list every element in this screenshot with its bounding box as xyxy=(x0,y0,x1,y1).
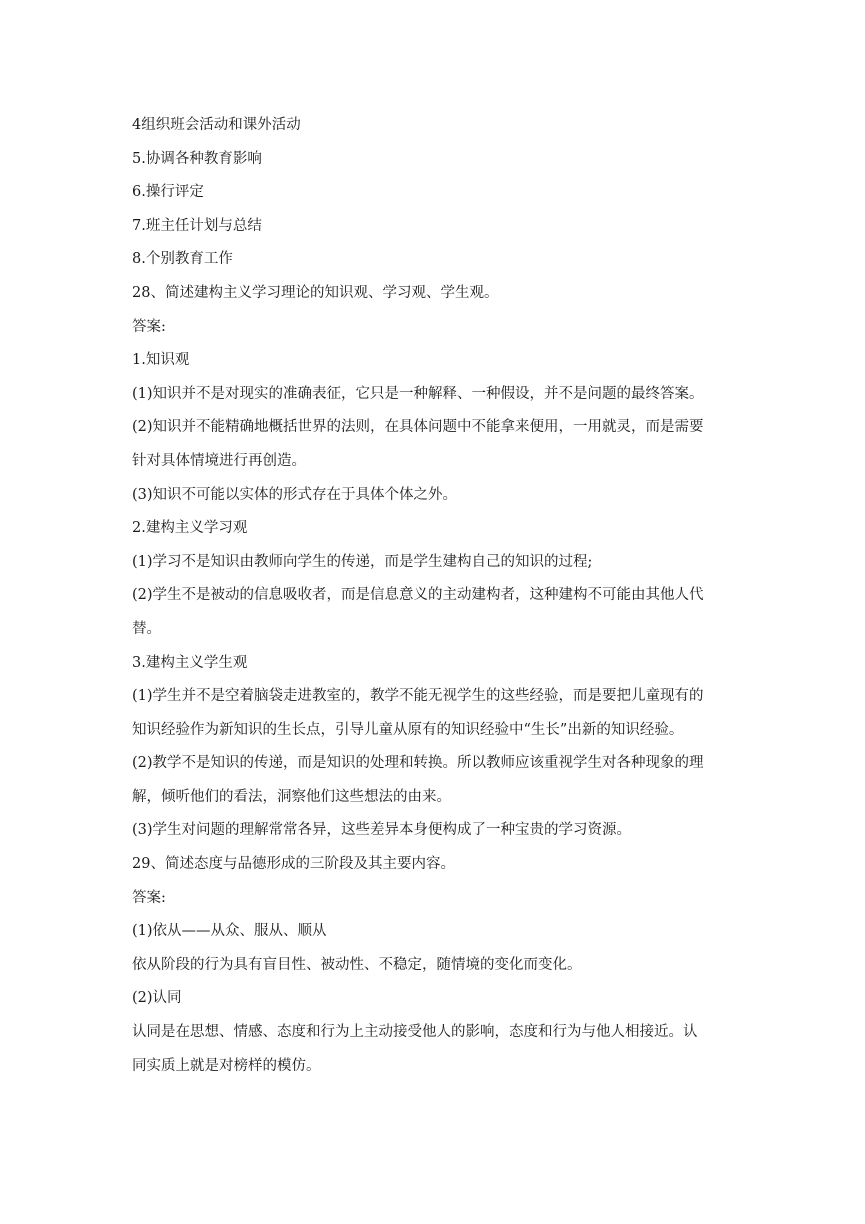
text-line: 8.个别教育工作 xyxy=(132,251,233,268)
text-line: 针对具体情境进行再创造。 xyxy=(132,452,306,469)
text-line: (2)知识并不能精确地概括世界的法则，在具体问题中不能拿来便用，一用就灵，而是需要 xyxy=(132,419,704,436)
text-line: (2)教学不是知识的传递，而是知识的处理和转换。所以教师应该重视学生对各种现象的理 xyxy=(132,755,704,772)
text-line: 7.班主任计划与总结 xyxy=(132,217,262,234)
document-body xyxy=(132,109,738,1083)
question-heading: 29、简述态度与品德形成的三阶段及其主要内容。 xyxy=(132,856,455,873)
text-line: (3)知识不可能以实体的形式存在于具体个体之外。 xyxy=(132,486,458,503)
text-line: 6.操行评定 xyxy=(132,184,204,201)
question-heading: 28、简述建构主义学习理论的知识观、学习观、学生观。 xyxy=(132,284,499,301)
text-line: (1)依从——从众、服从、顺从 xyxy=(132,923,327,940)
text-line: 依从阶段的行为具有盲目性、被动性、不稳定，随情境的变化而变化。 xyxy=(132,956,582,973)
section-heading: 3.建构主义学生观 xyxy=(132,654,248,671)
section-heading: 2.建构主义学习观 xyxy=(132,520,248,537)
answer-label: 答案: xyxy=(132,318,166,335)
text-line: 认同是在思想、情感、态度和行为上主动接受他人的影响，态度和行为与他人相接近。认 xyxy=(132,1024,698,1041)
answer-label: 答案: xyxy=(132,889,166,906)
text-line: (2)学生不是被动的信息吸收者，而是信息意义的主动建构者，这种建构不可能由其他人代 xyxy=(132,587,704,604)
text-line: (1)学习不是知识由教师向学生的传递，而是学生建构自己的知识的过程; xyxy=(132,553,593,570)
text-line: (2)认同 xyxy=(132,990,182,1007)
text-line: (3)学生对问题的理解常常各异，这些差异本身便构成了一种宝贵的学习资源。 xyxy=(132,822,632,839)
text-line: 替。 xyxy=(132,620,161,637)
text-line: (1)学生并不是空着脑袋走进教室的，教学不能无视学生的这些经验，而是要把儿童现有的 xyxy=(132,688,704,705)
text-line: 同实质上就是对榜样的模仿。 xyxy=(132,1057,321,1074)
section-heading: 1.知识观 xyxy=(132,352,190,369)
text-line: 5.协调各种教育影响 xyxy=(132,150,262,167)
text-line: 4组织班会活动和课外活动 xyxy=(132,117,301,133)
text-line: 知识经验作为新知识的生长点，引导儿童从原有的知识经验中“生长”出新的知识经验。 xyxy=(132,721,684,738)
text-line: (1)知识并不是对现实的准确表征，它只是一种解释、一种假设，并不是问题的最终答案。 xyxy=(132,385,704,402)
text-line: 解，倾听他们的看法，洞察他们这些想法的由来。 xyxy=(132,788,451,805)
